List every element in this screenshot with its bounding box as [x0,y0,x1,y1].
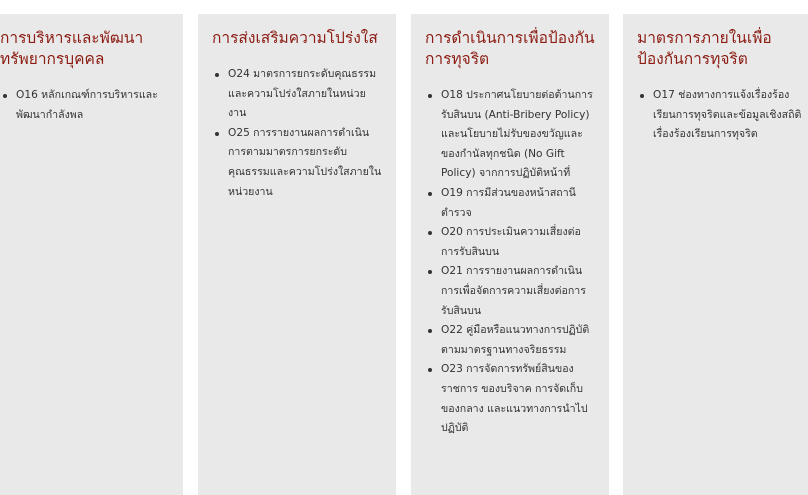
card-title: การบริหารและพัฒนาทรัพยากรบุคคล [0,29,144,68]
card-title: การดำเนินการเพื่อป้องกันการทุจริต [425,29,595,68]
list-item-o20[interactable]: O20 การประเมินความเสี่ยงต่อการรับสินบน [425,223,595,262]
list-item-o24[interactable]: O24 มาตรการยกระดับคุณธรรมและความโปร่งใสภายในหน่วยงาน [212,65,382,124]
list-item-o25[interactable]: O25 การรายงานผลการดำเนินการตามมาตรการยกระดับคุณธรรมและความโปร่งใสภายในหน่วยงาน [212,124,382,202]
card-link-list [212,65,382,202]
card-link-list [0,86,169,125]
card-link-list [425,86,595,439]
card-title: มาตรการภายในเพื่อป้องกันการทุจริต [637,29,772,68]
card-link-list [637,86,808,145]
list-item-o16[interactable]: O16 หลักเกณฑ์การบริหารและพัฒนากำลังพล [0,86,169,125]
card-title: การส่งเสริมความโปร่งใส [212,29,378,47]
list-item-o18[interactable]: O18 ประกาศนโยบายต่อต้านการรับสินบน (Anti-Bribery Policy) และนโยบายไม่รับของขวัญและของกำนัลทุกชนิด (No Gift Policy) จากการปฏิบัติหน้าที่ [425,86,595,184]
list-item-o23[interactable]: O23 การจัดการทรัพย์สินของราชการ ของบริจาค การจัดเก็บของกลาง และแนวทางการนำไปปฏิบัติ [425,360,595,438]
list-item-o22[interactable]: O22 คู่มือหรือแนวทางการปฏิบัติตามมาตรฐานทางจริยธรรม [425,321,595,360]
list-item-o19[interactable]: O19 การมีส่วนของหน้าสถานีตำรวจ [425,184,595,223]
card-transparency-promotion [198,14,396,495]
list-item-o21[interactable]: O21 การรายงานผลการดำเนินการเพื่อจัดการความเสี่ยงต่อการรับสินบน [425,262,595,321]
list-item-o17[interactable]: O17 ช่องทางการแจ้งเรื่องร้องเรียนการทุจริตและข้อมูลเชิงสถิติเรื่องร้องเรียนการทุจริต [637,86,808,145]
card-internal-anticorruption-measures [623,14,808,495]
card-corruption-prevention-actions [411,14,609,495]
card-personnel-management [0,14,183,495]
